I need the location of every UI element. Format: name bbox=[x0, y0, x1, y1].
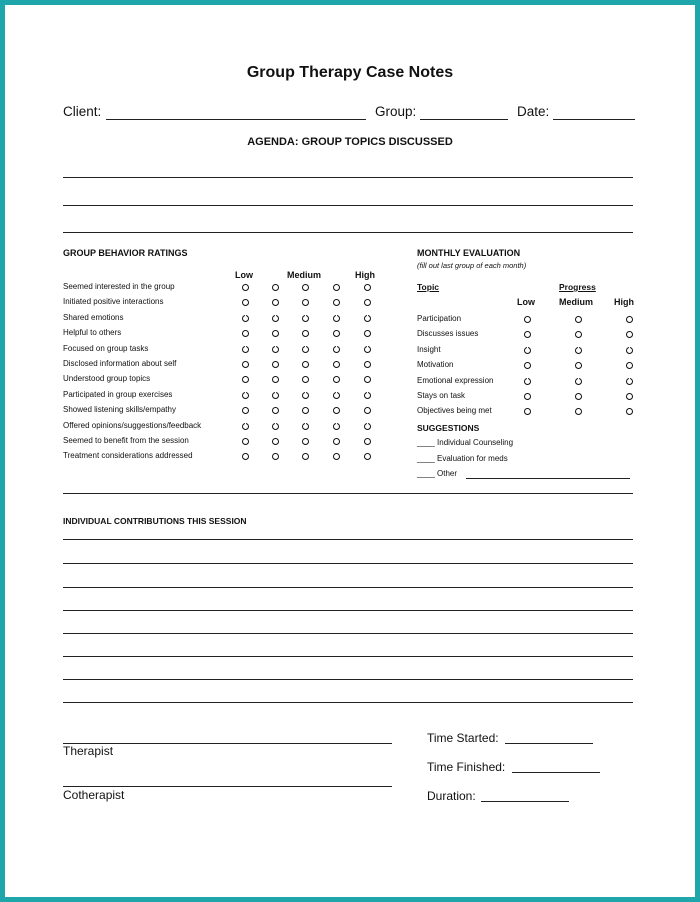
contributions-line[interactable] bbox=[63, 539, 633, 540]
monthly-low-header: Low bbox=[517, 297, 535, 307]
behavior-rating-radio[interactable] bbox=[364, 438, 371, 445]
time-finished-field[interactable] bbox=[512, 772, 600, 773]
behavior-rating-radio[interactable] bbox=[272, 423, 279, 430]
behavior-rating-radio[interactable] bbox=[333, 361, 340, 368]
group-field[interactable] bbox=[420, 119, 508, 120]
behavior-rating-radio[interactable] bbox=[364, 423, 371, 430]
behavior-rating-radio[interactable] bbox=[364, 361, 371, 368]
client-field[interactable] bbox=[106, 119, 366, 120]
behavior-rating-radio[interactable] bbox=[364, 284, 371, 291]
progress-rating-radio[interactable] bbox=[524, 393, 531, 400]
cotherapist-label: Cotherapist bbox=[63, 788, 125, 802]
contributions-title: INDIVIDUAL CONTRIBUTIONS THIS SESSION bbox=[63, 516, 247, 526]
behavior-item-label: Initiated positive interactions bbox=[63, 297, 164, 307]
suggestions-title: SUGGESTIONS bbox=[417, 423, 480, 433]
behavior-rating-radio[interactable] bbox=[242, 423, 249, 430]
agenda-title: AGENDA: GROUP TOPICS DISCUSSED bbox=[247, 136, 453, 148]
behavior-high-header: High bbox=[355, 270, 375, 280]
progress-rating-radio[interactable] bbox=[575, 393, 582, 400]
behavior-rating-radio[interactable] bbox=[272, 315, 279, 322]
duration-label: Duration: bbox=[427, 789, 476, 803]
behavior-low-header: Low bbox=[235, 270, 253, 280]
client-label: Client: bbox=[63, 104, 102, 119]
time-finished-label: Time Finished: bbox=[427, 760, 506, 774]
behavior-rating-radio[interactable] bbox=[333, 346, 340, 353]
behavior-rating-radio[interactable] bbox=[333, 392, 340, 399]
behavior-rating-radio[interactable] bbox=[272, 346, 279, 353]
behavior-item-label: Shared emotions bbox=[63, 312, 124, 322]
section-divider bbox=[63, 493, 633, 494]
progress-rating-radio[interactable] bbox=[575, 316, 582, 323]
behavior-item-label: Disclosed information about self bbox=[63, 359, 177, 368]
behavior-rating-radio[interactable] bbox=[302, 284, 309, 291]
contributions-line[interactable] bbox=[63, 656, 633, 657]
contributions-line[interactable] bbox=[63, 679, 633, 680]
progress-rating-radio[interactable] bbox=[626, 393, 633, 400]
therapist-label: Therapist bbox=[63, 744, 114, 758]
monthly-high-header: High bbox=[614, 297, 634, 307]
progress-rating-radio[interactable] bbox=[575, 347, 582, 354]
monthly-subtitle: (fill out last group of each month) bbox=[417, 261, 527, 270]
behavior-item-label: Showed listening skills/empathy bbox=[63, 405, 176, 415]
behavior-rating-radio[interactable] bbox=[242, 361, 249, 368]
progress-rating-radio[interactable] bbox=[626, 347, 633, 354]
monthly-topic-label: Insight bbox=[417, 344, 441, 354]
monthly-topic-label: Motivation bbox=[417, 360, 454, 370]
progress-rating-radio[interactable] bbox=[575, 378, 582, 385]
behavior-rating-radio[interactable] bbox=[272, 284, 279, 291]
monthly-title: MONTHLY EVALUATION bbox=[417, 248, 521, 258]
date-label: Date: bbox=[517, 104, 550, 119]
monthly-topic-label: Stays on task bbox=[417, 391, 466, 400]
behavior-rating-radio[interactable] bbox=[242, 346, 249, 353]
monthly-topic-label: Emotional expression bbox=[417, 375, 494, 385]
behavior-rating-radio[interactable] bbox=[272, 361, 279, 368]
behavior-rating-radio[interactable] bbox=[364, 315, 371, 322]
progress-rating-radio[interactable] bbox=[524, 378, 531, 385]
behavior-rating-radio[interactable] bbox=[302, 361, 309, 368]
other-field[interactable] bbox=[466, 478, 630, 479]
topic-header: Topic bbox=[417, 282, 440, 292]
behavior-item-label: Helpful to others bbox=[63, 328, 122, 338]
progress-rating-radio[interactable] bbox=[626, 316, 633, 323]
progress-rating-radio[interactable] bbox=[626, 378, 633, 385]
behavior-item-label: Participated in group exercises bbox=[63, 389, 173, 399]
time-started-label: Time Started: bbox=[427, 731, 499, 745]
progress-rating-radio[interactable] bbox=[524, 316, 531, 323]
behavior-item-label: Treatment considerations addressed bbox=[63, 451, 193, 461]
duration-field[interactable] bbox=[481, 801, 569, 802]
monthly-medium-header: Medium bbox=[559, 297, 594, 307]
monthly-topic-label: Participation bbox=[417, 314, 462, 323]
behavior-rating-radio[interactable] bbox=[364, 346, 371, 353]
suggestion-other[interactable]: ____ Other bbox=[417, 469, 458, 478]
behavior-item-label: Offered opinions/suggestions/feedback bbox=[63, 420, 202, 430]
behavior-title: GROUP BEHAVIOR RATINGS bbox=[63, 248, 188, 258]
behavior-rating-radio[interactable] bbox=[364, 392, 371, 399]
behavior-rating-radio[interactable] bbox=[333, 423, 340, 430]
group-label: Group: bbox=[375, 104, 417, 119]
contributions-line[interactable] bbox=[63, 563, 633, 564]
suggestion-individual-counseling[interactable]: ____ Individual Counseling bbox=[417, 438, 514, 447]
behavior-rating-radio[interactable] bbox=[272, 438, 279, 445]
monthly-topic-label: Discusses issues bbox=[417, 329, 479, 339]
behavior-rating-radio[interactable] bbox=[302, 423, 309, 430]
time-started-field[interactable] bbox=[505, 743, 593, 744]
suggestion-evaluation-meds[interactable]: ____ Evaluation for meds bbox=[417, 454, 508, 463]
behavior-medium-header: Medium bbox=[287, 270, 322, 280]
behavior-rating-radio[interactable] bbox=[333, 315, 340, 322]
monthly-topic-label: Objectives being met bbox=[417, 406, 492, 416]
behavior-item-label: Seemed to benefit from the session bbox=[63, 436, 189, 445]
behavior-rating-radio[interactable] bbox=[242, 315, 249, 322]
behavior-item-label: Seemed interested in the group bbox=[63, 282, 175, 291]
agenda-line[interactable] bbox=[63, 232, 633, 233]
progress-header: Progress bbox=[559, 282, 596, 292]
behavior-rating-radio[interactable] bbox=[302, 438, 309, 445]
behavior-rating-radio[interactable] bbox=[333, 438, 340, 445]
behavior-rating-radio[interactable] bbox=[302, 392, 309, 399]
behavior-rating-radio[interactable] bbox=[333, 284, 340, 291]
agenda-line[interactable] bbox=[63, 205, 633, 206]
contributions-line[interactable] bbox=[63, 587, 633, 588]
behavior-rating-radio[interactable] bbox=[242, 392, 249, 399]
agenda-line[interactable] bbox=[63, 177, 633, 178]
contributions-line[interactable] bbox=[63, 702, 633, 703]
behavior-rating-radio[interactable] bbox=[242, 438, 249, 445]
cotherapist-signature-line[interactable] bbox=[63, 786, 392, 787]
contributions-line[interactable] bbox=[63, 610, 633, 611]
behavior-rating-radio[interactable] bbox=[242, 284, 249, 291]
behavior-rating-radio[interactable] bbox=[302, 315, 309, 322]
behavior-item-label: Understood group topics bbox=[63, 374, 151, 384]
form-title: Group Therapy Case Notes bbox=[246, 64, 454, 81]
progress-rating-radio[interactable] bbox=[524, 347, 531, 354]
behavior-rating-radio[interactable] bbox=[272, 392, 279, 399]
contributions-line[interactable] bbox=[63, 633, 633, 634]
behavior-item-label: Focused on group tasks bbox=[63, 343, 149, 353]
date-field[interactable] bbox=[553, 119, 635, 120]
behavior-rating-radio[interactable] bbox=[302, 346, 309, 353]
